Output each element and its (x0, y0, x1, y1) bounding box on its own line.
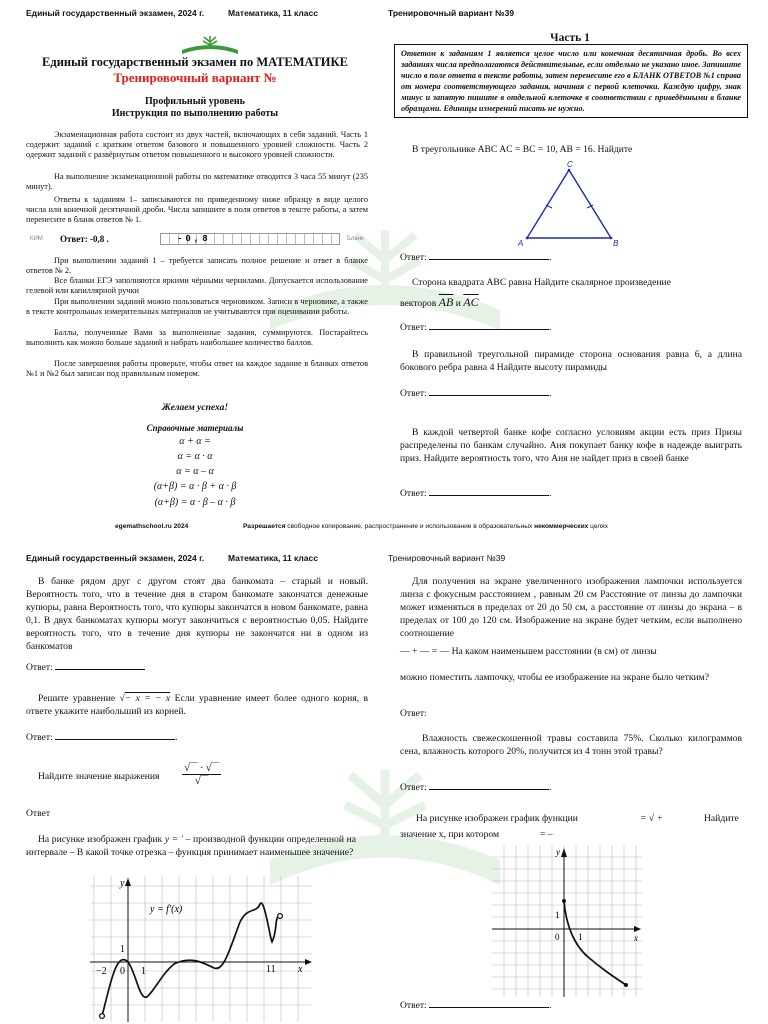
graph2-y-label: y (556, 847, 560, 857)
task-8-rest: – производной функции определенной на интервале – В какой точке отрезка – функция принимает наименьшее значение? (26, 834, 356, 858)
task-7-expression (182, 762, 221, 787)
vertex-a-dot (526, 237, 529, 240)
y-axis-arrow (125, 878, 131, 886)
instruction-p8: После завершения работы проверьте, чтобы ответ на каждое задание в бланках ответов №1 и №2 был записан под правильным номером. (26, 359, 368, 378)
task-6-equation-expr: − x = − x (124, 693, 171, 704)
task-11-formula: = √ + (640, 813, 664, 824)
answer-6-label: Ответ: (26, 732, 53, 743)
answer-1-field[interactable] (429, 259, 549, 260)
answer-4-label: Ответ: (400, 488, 427, 499)
vertex-c-dot (568, 169, 571, 172)
answer-11: Ответ: . (400, 1000, 552, 1011)
task-2-and: и (455, 298, 461, 309)
y-axis-arrow (561, 848, 567, 857)
answer-3-field[interactable] (429, 395, 549, 396)
answer-3: Ответ: . (400, 388, 552, 399)
answer-9: Ответ: (400, 708, 427, 719)
answer-10-label: Ответ: (400, 782, 427, 793)
sample-blank-label: Бланк (347, 236, 364, 242)
task-6-equation: √− x = − x (119, 693, 171, 704)
header2-subject: Математика, 11 класс (228, 553, 318, 563)
graph2-zero: 0 (555, 932, 560, 942)
graph-x-neg2: −2 (96, 966, 107, 977)
title-level: Профильный уровень (145, 96, 245, 107)
sample-boxes-value: -0,8 (177, 234, 211, 244)
label-a: A (518, 239, 524, 248)
answer-5-label: Ответ: (26, 662, 53, 673)
part1-title: Часть 1 (550, 32, 590, 44)
answer-5-field[interactable] (55, 669, 145, 670)
reference-title: Справочные материалы (146, 423, 244, 433)
graph-function-label: y = f′(x) (150, 904, 183, 915)
graph-zero: 0 (120, 966, 125, 977)
graph2-x-label: x (634, 933, 638, 943)
answer-10: Ответ: . (400, 782, 552, 793)
task-4-text: В каждой четвертой банке кофе согласно условиям акции есть приз Призы распределены по банкам случайно. Аня покупает банку кофе в надежде выиграть приз. Найдите вероятность того, что Аня не найдет приз в своей банке (400, 427, 742, 464)
task-8-intro: На рисунке изображен график (38, 834, 163, 845)
graph2-x-one: 1 (578, 932, 583, 942)
answer-2-field[interactable] (429, 329, 549, 330)
task-7-denominator: √‾‾ (194, 775, 209, 787)
instruction-p5: Все бланки ЕГЭ заполняются яркими чёрными чернилами. Допускается использование гелевой или капиллярной ручки (26, 276, 368, 295)
instruction-p6: При выполнении заданий можно пользоваться черновиком. Записи в черновике, а также в тексте контрольных измерительных материалов не учитываются при оценивании работы. (26, 297, 368, 316)
footer-note-c: некоммерческих (534, 523, 589, 530)
header-subject: Математика, 11 класс (228, 8, 318, 18)
title-variant: Тренировочный вариант № (113, 70, 277, 85)
curve-end-dot (624, 983, 628, 987)
task-8-text (26, 833, 356, 859)
function-curve (564, 901, 626, 985)
header2-variant: Тренировочный вариант №39 (388, 553, 506, 563)
task-11-intro: На рисунке изображен график функции (416, 813, 578, 824)
part1-instruction-box: Ответом к заданиям 1 является целое число или конечная десятичная дробь. Во всех заданиях числа предполагаются действительные, если отдельно не указано иное. Запишите число в поле ответа в тексте работы, затем перенесите его в БЛАНК ОТВЕТОВ №1 справа от номера соответствующего задания, начиная с первой клеточки. Каждую цифру, знак минус и запятую пишите в отдельной клеточке в соответствии с приведёнными в бланке образцами. Единицы измерений писать не нужно. (394, 44, 748, 118)
vector-ab: $\overline{AB}$ (438, 295, 454, 309)
graph-x-eleven: 11 (266, 964, 276, 975)
derivative-graph (90, 876, 320, 1022)
function-graph (492, 845, 652, 997)
task-9-text: Для получения на экране увеличенного изображения лампочки используется линза с фокусным расстоянием , равным 20 см Расстояние от линзы до лампочки может изменяться в пределах от 20 до 50 см, а расстояние от линзы до экрана – в пределах от 100 до 120 см. Изображение на экране будет четким, если выполнено соотношение (400, 576, 742, 639)
sample-kim-label: КИМ (30, 236, 43, 242)
header2-exam: Единый государственный экзамен, 2024 г. (26, 553, 205, 563)
formula-2: α = α · α (177, 451, 213, 462)
answer-6-field[interactable] (55, 739, 175, 740)
task-9-question: можно поместить лампочку, чтобы ее изображение на экране было четким? (400, 672, 709, 683)
formula-1: α + α = (179, 436, 211, 447)
task-5-text: В банке рядом друг с другом стоят два банкомата – старый и новый. Вероятность того, что в течение дня в старом банкомате закончатся денежные купюры, равна Вероятность того, что купюры закончатся в новом банкомате, равна 0,1. В двух банкоматах купюры могут закончиться с вероятностью 0,05. Найдите вероятность того, что в течение дня купюры не закончатся ни в одном из банкоматов (26, 576, 368, 652)
book-logo-icon (180, 34, 240, 56)
graph-x-one: 1 (141, 966, 146, 977)
vertex-b-dot (610, 237, 613, 240)
answer-1: Ответ: . (400, 252, 552, 263)
answer-10-field[interactable] (429, 789, 549, 790)
formula-4: (α+β) = α · β + α · β (153, 481, 237, 492)
label-c: C (567, 160, 573, 169)
title-instruction: Инструкция по выполнению работы (111, 108, 279, 119)
header-exam: Единый государственный экзамен, 2024 г. (26, 8, 205, 18)
instruction-p1: Экзаменационная работа состоит из двух частей, включающих в себя заданий. Часть 1 содержит заданий с кратким ответом базового и повышенного уровней сложности. Часть 2 одержит заданий с развёрнутым ответом повышенного и высокого уровней сложности. (26, 130, 368, 159)
graph-x-label: x (298, 964, 303, 975)
curve-end-dot (278, 914, 283, 919)
title-main: Единый государственный экзамен по МАТЕМАТИКЕ (42, 55, 348, 69)
task-1-text: В треугольнике ABC AC = BC = 10, AB = 16. Найдите (412, 144, 633, 155)
formula-5: (α+β) = α · β – α · β (154, 497, 236, 508)
label-b: B (613, 239, 619, 248)
answer-7: Ответ (26, 808, 51, 819)
answer-5 (26, 662, 145, 673)
formula-3: α = α – α (176, 466, 214, 477)
triangle-figure (515, 160, 625, 248)
footer-note-d: целях (588, 523, 608, 530)
header-variant: Тренировочный вариант №39 (388, 8, 515, 18)
task-6-text (26, 692, 368, 718)
footer-note (243, 523, 608, 530)
task-7-numerator: √‾‾ · √‾‾ (184, 762, 219, 774)
footer-site: egemathschool.ru 2024 (115, 523, 189, 530)
task-9-formula: — + — = — На каком наименьшем расстоянии (в см) от линзы (400, 646, 657, 657)
task-8-formula: y = ′ (164, 834, 183, 845)
sample-answer-boxes (160, 233, 340, 245)
task-2-text: Сторона квадрата ABC равна Найдите скалярное произведение (412, 277, 671, 288)
graph-y-label: y (120, 878, 125, 889)
x-axis-arrow (305, 959, 312, 965)
task-2-vectors-word: векторов (400, 298, 437, 309)
task-7-text: Найдите значение выражения (38, 771, 160, 782)
graph2-y-one: 1 (555, 910, 560, 920)
curve-start-dot (100, 1014, 105, 1019)
answer-11-field[interactable] (429, 1007, 549, 1008)
answer-6: Ответ: . (26, 732, 178, 743)
instruction-p3: Ответы к заданиям 1– записываются по приведенному ниже образцу в виде целого числа или конечной десятичной дроби. Числа запишите в поля ответов в тексте работы, а затем перенесите в бланк ответов № 1. (26, 195, 368, 224)
graph-y-one: 1 (120, 944, 125, 955)
answer-11-label: Ответ: (400, 1000, 427, 1011)
footer-note-b: свободное копирование, распространение и использование в образовательных (285, 523, 535, 530)
curve-start-dot (562, 899, 566, 903)
instruction-p7: Баллы, полученные Вами за выполненные задания, суммируются. Постарайтесь выполнить как можно больше заданий и набрать наибольшее количество баллов. (26, 328, 368, 347)
sample-answer-text: Ответ: -0,8 . (60, 234, 109, 244)
task-6-rest: Если уравнение имеет более одного корня, в ответе укажите наибольший из корней. (26, 693, 368, 717)
task-3-text: В правильной треугольной пирамиде сторона основания равна 6, а длина бокового ребра равна 4 Найдите высоту пирамиды (400, 349, 742, 373)
answer-3-label: Ответ: (400, 388, 427, 399)
answer-2: Ответ: . (400, 322, 552, 333)
vector-ac: $\overline{AC}$ (463, 295, 479, 309)
task-11-value: значение x, при котором (400, 829, 500, 840)
task-11-find: Найдите (704, 813, 739, 824)
instruction-p4: При выполнении заданий 1 – требуется записать полное решение и ответ в бланке ответов № 2. (26, 256, 368, 275)
task-10-text: Влажность свежескошенной травы составила 75%. Сколько килограммов сена, влажность которого 20%, получится из 4 тонн этой травы? (400, 733, 742, 757)
instruction-p2: На выполнение экзаменационной работы по математике отводится 3 часа 55 минут (235 минут). (26, 172, 368, 191)
x-axis-arrow (634, 926, 641, 932)
answer-1-label: Ответ: (400, 252, 427, 263)
good-luck-text: Желаем успеха! (161, 403, 229, 413)
answer-2-label: Ответ: (400, 322, 427, 333)
answer-4: Ответ: . (400, 488, 552, 499)
footer-note-a: Разрешается (243, 523, 286, 530)
task-2-vectors (400, 296, 479, 310)
task-11-condition: = – (540, 829, 553, 840)
task-6-intro: Решите уравнение (38, 693, 116, 704)
answer-4-field[interactable] (429, 495, 549, 496)
